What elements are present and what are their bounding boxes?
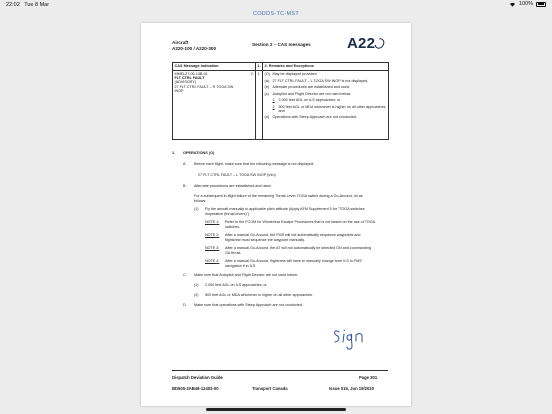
- status-time: 22:02: [6, 2, 20, 8]
- note-4: NOTE 4: After a manual Go-Around, flightcrew will have to manually change from ILS to FMS navigation if in ILS.: [172, 259, 388, 273]
- remarks-a: 27 FLT CTRL FAULT – L TOGA SW INOP is not displayed,: [272, 78, 369, 83]
- ops-d-text: Make sure that operations with Steep Approach are not conducted.: [194, 303, 304, 307]
- aircraft-header: [172, 40, 216, 51]
- logo-text: A22: [347, 35, 376, 52]
- message-line: 27 FLT CTRL FAULT – R TOGA SW: [174, 84, 234, 89]
- a220-logo: [347, 35, 384, 52]
- ops-number: 1.: [172, 151, 176, 155]
- remarks-c2: 500 feet AGL or MDA whichever is higher on all other approaches, and: [278, 104, 387, 113]
- col-header-remarks: 2. Remarks and Exceptions: [263, 63, 389, 71]
- note-3-text: After a manual Go-Around, the AT will not automatically be selected ON and commanding GA thrust.: [225, 246, 372, 255]
- ops-c2-key: (2): [194, 293, 199, 297]
- status-right: [509, 1, 546, 7]
- ops-b1-key: (1): [194, 207, 199, 211]
- ops-b-key: B.: [183, 184, 187, 188]
- note-2-text: After a manual Go-Around, the FMS will not automatically sequence waypoints and flightcrew must sequence the waypoint manually.: [225, 233, 361, 242]
- message-cell: [173, 71, 256, 140]
- status-battery-text: 100%: [518, 1, 533, 7]
- ops-b1-text: Fly the aircraft manually to applicable pitch attitude (Apply AFM Supplement 5 for "TOGA switches inoperative (thrust levers)").: [205, 207, 365, 216]
- aircraft-models: A220-100 / A220-300: [172, 45, 217, 51]
- battery-icon: [536, 2, 546, 7]
- remarks-d: Operations with Steep Approach are not conducted.: [272, 115, 357, 120]
- note-2: NOTE 2: After a manual Go-Around, the FMS will not automatically sequence waypoints and flightcrew must sequence the waypoint manually.: [172, 233, 388, 246]
- remarks-c2-key: 2: [272, 104, 275, 109]
- remarks-b: Alternate procedures are established and used,: [272, 85, 350, 89]
- note-3: NOTE 3: After a manual Go-Around, the AT will not automatically be selected ON and commanding GA thrust.: [172, 246, 388, 259]
- note-2-label: NOTE: [205, 233, 216, 237]
- home-indicator[interactable]: [206, 408, 346, 411]
- message-type: (ADVISORY): [174, 80, 196, 85]
- mmel-reference: MMEL27-00-13B-01: [174, 72, 208, 76]
- footer-guide: Dispatch Deviation Guide: [172, 375, 223, 380]
- remarks-d-key: (d): [264, 115, 270, 120]
- app-title: CODDS-TC-MST: [252, 11, 300, 17]
- wifi-icon: [509, 2, 516, 7]
- remarks-c-key: (c): [264, 91, 269, 96]
- ops-c1-text: 2,000 feet AGL on ILS approaches; or: [205, 283, 267, 287]
- footer-issue: Issue 015, Jun 19/2020: [329, 386, 374, 391]
- footer-divider: [172, 370, 388, 371]
- status-bar: [0, 0, 552, 10]
- remarks-o: (O): [264, 72, 270, 76]
- footer-doc-number: BD500-3AB48-12403-00: [172, 386, 219, 391]
- cas-table-row: [173, 71, 389, 140]
- mmel-category: C: [250, 72, 254, 76]
- ops-b-text: Alternate procedures are established and used:: [194, 184, 272, 188]
- ops-heading: [172, 151, 388, 162]
- note-3-label: NOTE: [205, 246, 216, 250]
- cas-table: [172, 62, 389, 140]
- ops-d-key: D.: [183, 303, 187, 307]
- note-4-num: 4: [216, 259, 219, 263]
- note-2-num: 2: [216, 233, 219, 237]
- aircraft-label: Aircraft: [172, 40, 189, 45]
- ops-a-message: 27 FLT CTRL FAULT – L TOGA SW INOP (Info): [198, 173, 276, 177]
- note-1: NOTE 1: Refer to the FCOM for Windshear Escape Procedures that is not based on the use of TOGA switches.: [172, 220, 388, 233]
- remarks-b-key: (b): [264, 85, 270, 89]
- remarks-c1: 2,000 feet AGL on ILS approaches; or: [278, 98, 341, 102]
- note-1-label: NOTE: [205, 220, 216, 224]
- col-header-number: 1.: [256, 63, 263, 71]
- cas-table-header: [173, 63, 389, 71]
- status-left: [6, 2, 52, 8]
- remarks-a-key: (a): [264, 78, 270, 83]
- note-4-text: After a manual Go-Around, flightcrew will have to manually change from ILS to FMS navigation if in ILS.: [225, 259, 362, 268]
- note-4-label: NOTE: [205, 259, 216, 263]
- remarks-intro: May be displayed provided:: [272, 72, 318, 76]
- ops-a-text: Before each flight, make sure that the following message is not displayed:: [194, 162, 315, 166]
- operations-section: [172, 151, 388, 313]
- note-1-text: Refer to the FCOM for Windshear Escape Procedures that is not based on the use of TOGA switches.: [225, 220, 375, 229]
- number-cell: 1: [256, 71, 263, 140]
- document-page[interactable]: [141, 23, 411, 406]
- remarks-c1-key: 1: [272, 98, 275, 102]
- ops-c-text: Make sure that Autopilot and Flight Director are not used below:: [194, 273, 298, 277]
- section-title: Section 2 – CAS messages: [252, 42, 311, 47]
- col-header-message: CAS Message Indication: [173, 63, 256, 71]
- remarks-c: Autopilot and Flight Director are not used below:: [272, 91, 352, 96]
- ops-a-key: A.: [183, 162, 187, 166]
- ops-c2-text: 500 feet AGL or MDA whichever is higher on all other approaches.: [205, 293, 313, 297]
- message-name: FLT CTRL FAULT: [174, 76, 205, 81]
- ops-c1-key: (1): [194, 283, 199, 287]
- status-date: Tue 8 Mar: [24, 2, 50, 8]
- footer-publisher: Transport Canada: [252, 386, 288, 391]
- app-title-bar: [0, 10, 552, 22]
- ops-b-paragraph: For a subsequent in-flight failure of the remaining Thrust Lever TOGA switch during a Go-Around, do as follows:: [194, 194, 363, 203]
- note-1-num: 1: [216, 220, 219, 224]
- footer-page: Page 301: [359, 375, 378, 380]
- message-line-2: INOP: [174, 88, 184, 93]
- note-3-num: 3: [216, 246, 219, 250]
- ops-title: OPERATIONS (O): [183, 151, 215, 155]
- handwritten-signature: [331, 320, 391, 352]
- remarks-cell: [263, 71, 389, 140]
- ops-c-key: C.: [183, 273, 187, 277]
